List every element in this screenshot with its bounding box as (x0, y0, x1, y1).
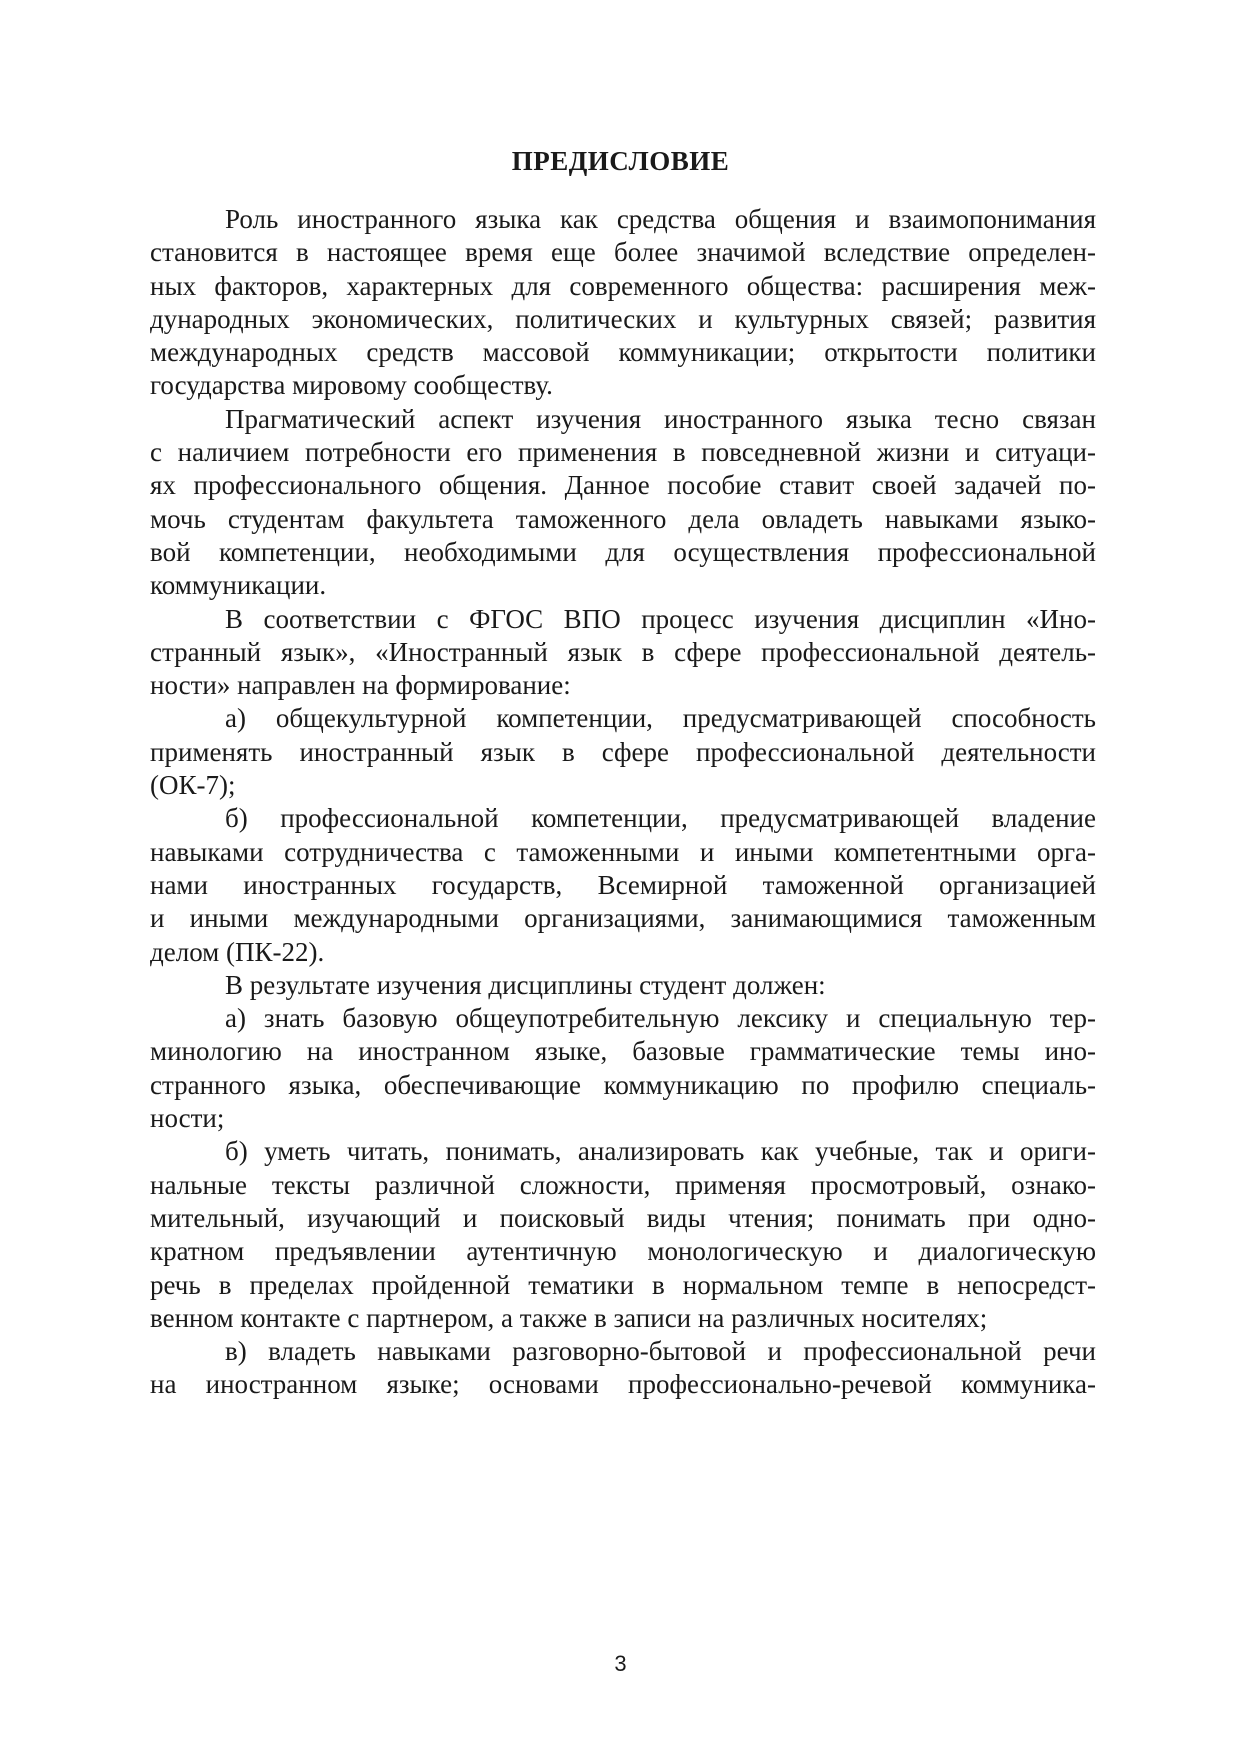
text-line: на иностранном языке; основами профессионально-речевой коммуника- (150, 1369, 1096, 1400)
text-line: (ОК-7); (150, 770, 236, 801)
text-line: странного языка, обеспечивающие коммуникацию по профилю специаль- (150, 1069, 1096, 1100)
text-line: Роль иностранного языка как средства общения и взаимопонимания (225, 204, 1096, 234)
text-line: государства мировому сообществу. (150, 370, 553, 401)
text-line: ях профессионального общения. Данное пособие ставит своей задачей по- (150, 470, 1096, 501)
text-line: мительный, изучающий и поисковый виды чтения; понимать при одно- (150, 1202, 1096, 1233)
text-line: венном контакте с партнером, а также в записи на различных носителях; (150, 1302, 988, 1333)
text-line: навыками сотрудничества с таможенными и иными компетентными орга- (150, 836, 1096, 867)
text-line: нальные тексты различной сложности, применяя просмотровый, ознако- (150, 1169, 1096, 1200)
text-line: В соответствии с ФГОС ВПО процесс изучения дисциплин «Ино- (225, 603, 1096, 634)
text-line: Прагматический аспект изучения иностранного языка тесно связан (225, 403, 1096, 434)
text-line: и иными международными организациями, занимающимися таможенным (150, 903, 1096, 934)
text-line: вой компетенции, необходимыми для осуществления профессиональной (150, 536, 1096, 567)
text-line: в) владеть навыками разговорно-бытовой и профессиональной речи (225, 1336, 1096, 1367)
text-line: речь в пределах пройденной тематики в нормальном темпе в непосредст- (150, 1269, 1096, 1300)
text-line: б) профессиональной компетенции, предусматривающей владение (225, 803, 1096, 834)
text-line: мочь студентам факультета таможенного дела овладеть навыками языко- (150, 503, 1096, 534)
text-line: кратном предъявлении аутентичную монологическую и диалогическую (150, 1236, 1096, 1267)
text-line: международных средств массовой коммуникации; открытости политики (150, 337, 1096, 368)
text-line: а) общекультурной компетенции, предусматривающей способность (225, 703, 1096, 734)
text-line: становится в настоящее время еще более значимой вследствие определен- (150, 237, 1096, 268)
page-number: 3 (614, 1651, 627, 1676)
text-line: делом (ПК-22). (150, 936, 325, 967)
text-line: дународных экономических, политических и культурных связей; развития (150, 303, 1096, 334)
text-line: В результате изучения дисциплины студент должен: (225, 969, 826, 1000)
text-line: ности» направлен на формирование: (150, 670, 571, 701)
text-line: минологию на иностранном языке, базовые грамматические темы ино- (150, 1036, 1096, 1067)
text-line: б) уметь читать, понимать, анализировать как учебные, так и ориги- (225, 1136, 1096, 1167)
page-title: ПРЕДИСЛОВИЕ (511, 146, 730, 176)
text-line: коммуникации. (150, 570, 327, 601)
text-line: применять иностранный язык в сфере профессиональной деятельности (150, 736, 1096, 767)
text-line: нами иностранных государств, Всемирной таможенной организацией (150, 869, 1096, 900)
text-line: ности; (150, 1103, 225, 1134)
body-text (150, 203, 1096, 1402)
text-line: странный язык», «Иностранный язык в сфере профессиональной деятель- (150, 636, 1096, 667)
text-line: ных факторов, характерных для современного общества: расширения меж- (150, 270, 1096, 301)
text-line: а) знать базовую общеупотребительную лексику и специальную тер- (225, 1003, 1096, 1034)
text-line: с наличием потребности его применения в повседневной жизни и ситуаци- (150, 437, 1096, 468)
